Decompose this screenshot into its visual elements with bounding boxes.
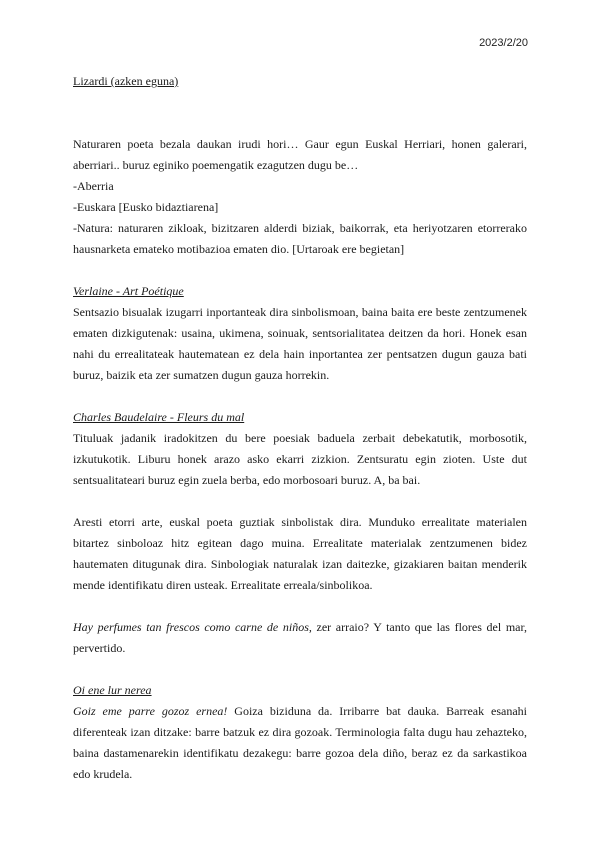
baudelaire-section <box>73 407 527 491</box>
spacer <box>73 659 527 680</box>
verlaine-section <box>73 281 527 386</box>
spacer <box>73 386 527 407</box>
document-body <box>73 71 527 785</box>
oiene-quote: Goiz eme parre gozoz ernea! <box>73 704 228 718</box>
spacer <box>73 113 527 134</box>
verlaine-heading: Verlaine - Art Poétique <box>73 284 184 298</box>
perfumes-paragraph <box>73 617 527 659</box>
perfumes-section <box>73 617 527 659</box>
aresti-paragraph: Aresti etorri arte, euskal poeta guztiak sinbolistak dira. Munduko errealitate materialen bitartez sinboloaz hitz egitean dago muina. Errealitate materialak zentzumenen bidez hautematen ditugunak dira. Sinbologiak naturalak izan daitezke, gizakiaren baitan menderik mende identifikatu diren usteak. Errealitate erreala/sinbolikoa. <box>73 515 527 592</box>
spacer <box>73 491 527 512</box>
oiene-heading: Oi ene lur nerea <box>73 683 152 697</box>
document-date: 2023/2/20 <box>479 37 528 49</box>
intro-item-natura: -Natura: naturaren zikloak, bizitzaren alderdi biziak, baikorrak, eta heriyotzaren etorrerako hausnarketa emateko motibazioa ematen dio. [Urtaroak ere begietan] <box>73 221 527 256</box>
oiene-section <box>73 680 527 785</box>
oiene-paragraph <box>73 701 527 785</box>
baudelaire-heading: Charles Baudelaire - Fleurs du mal <box>73 410 245 424</box>
oiene-text: Goiza biziduna da. Irribarre bat dauka. Barreak esanahi diferenteak izan ditzake: barre batzuk ez dira gozoak. Terminologia falta dugu hau zehazteko, baina dastamenarekin identifikatu dezakegu: barre gozoa dela diño, beraz ez da sarkastikoa edo krudela. <box>73 704 527 781</box>
perfumes-text: zer arraio? Y tanto que las flores del mar, pervertido. <box>73 620 528 655</box>
baudelaire-paragraph: Tituluak jadanik iradokitzen du bere poesiak baduela zerbait debekatutik, morbosotik, izkutukotik. Liburu honek arazo asko ekarri zizkion. Zentsuratu egin zioten. Uste dut sentsualitateari buruz egin zuela berba, edo morbosoari buruz. A, ba bai. <box>73 431 527 487</box>
document-title: Lizardi (azken eguna) <box>73 74 179 88</box>
verlaine-paragraph: Sentsazio bisualak izugarri inportanteak dira sinbolismoan, baina baita ere beste zentzumenek ematen dizkigutenak: usaina, ukimena, soinuak, sentsorialitatea deitzen da hori. Honek esan nahi du errealitateak hautematean ez dela hain inportantea zer pentsatzen dugun gauza bati buruz, baizik eta zer sumatzen dugun gauza horrekin. <box>73 305 527 382</box>
perfumes-quote: Hay perfumes tan frescos como carne de niños, <box>73 620 312 634</box>
intro-item-aberria: -Aberria <box>73 179 114 193</box>
spacer <box>73 596 527 617</box>
intro-section <box>73 134 527 260</box>
spacer <box>73 260 527 281</box>
aresti-section <box>73 512 527 596</box>
intro-paragraph: Naturaren poeta bezala daukan irudi hori… Gaur egun Euskal Herriari, honen galerari, aberriari.. buruz eginiko poemengatik ezagutzen dugu be… <box>73 137 527 172</box>
intro-item-euskara: -Euskara [Eusko bidaztiarena] <box>73 200 219 214</box>
